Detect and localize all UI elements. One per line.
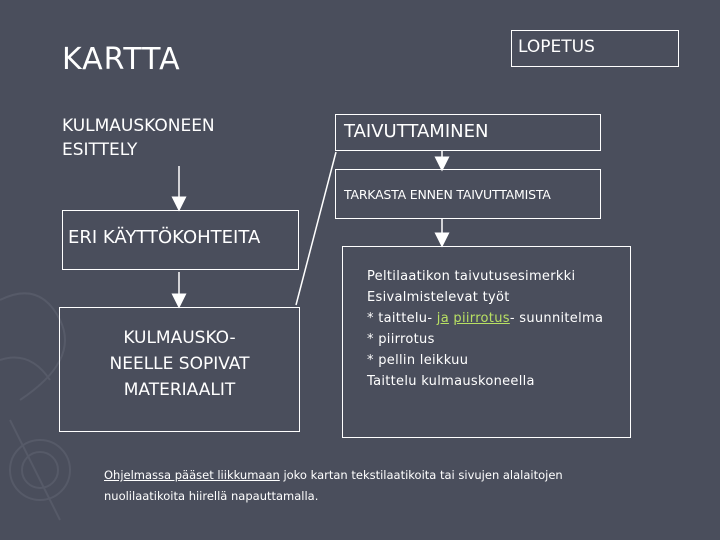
exit-button[interactable] (511, 30, 679, 67)
and-link[interactable]: ja (436, 311, 449, 326)
page-title: KARTTA (62, 42, 181, 77)
sheet-cutting-item[interactable]: * pellin leikkuu (367, 353, 469, 368)
footer-underlined-text: Ohjelmassa pääset liikkumaan (104, 468, 280, 482)
marking-link[interactable]: piirrotus (453, 311, 510, 326)
grinder-intro-label-line1: KULMAUSKONEEN (62, 116, 215, 136)
folding-plan-suffix: - suunnitelma (509, 311, 604, 326)
grinder-intro-link[interactable] (62, 114, 287, 162)
connector-materials-to-bending (296, 152, 336, 305)
folding-plan-line (367, 308, 603, 329)
folding-plan-prefix: * taittelu- (367, 311, 437, 326)
sheet-box-example-panel (342, 246, 631, 438)
footer-note (104, 465, 664, 507)
footer-text-rest: joko kartan tekstilaatikoita tai sivujen alalaitojen (279, 468, 563, 482)
bending-button-label: TAIVUTTAMINEN (344, 121, 489, 142)
suitable-materials-label: KULMAUSKO- NEELLE SOPIVAT MATERIAALIT (109, 328, 250, 400)
folding-with-grinder-link[interactable]: Taittelu kulmauskoneella (367, 374, 535, 389)
check-before-bending-button[interactable] (335, 169, 601, 219)
sheet-box-example-link[interactable]: Peltilaatikon taivutusesimerkki (367, 269, 576, 284)
use-cases-label: ERI KÄYTTÖKOHTEITA (68, 227, 261, 248)
preparation-link[interactable]: Esivalmistelevat työt (367, 290, 510, 305)
suitable-materials-button[interactable] (59, 307, 300, 432)
use-cases-button[interactable] (62, 210, 299, 270)
footer-text-line2: nuolilaatikoita hiirellä napauttamalla. (104, 489, 319, 503)
grinder-intro-label-line2: ESITTELY (62, 140, 138, 160)
bending-button[interactable] (335, 114, 601, 151)
exit-button-label: LOPETUS (518, 37, 595, 57)
marking-item[interactable]: * piirrotus (367, 332, 435, 347)
check-before-bending-label: TARKASTA ENNEN TAIVUTTAMISTA (344, 187, 551, 202)
